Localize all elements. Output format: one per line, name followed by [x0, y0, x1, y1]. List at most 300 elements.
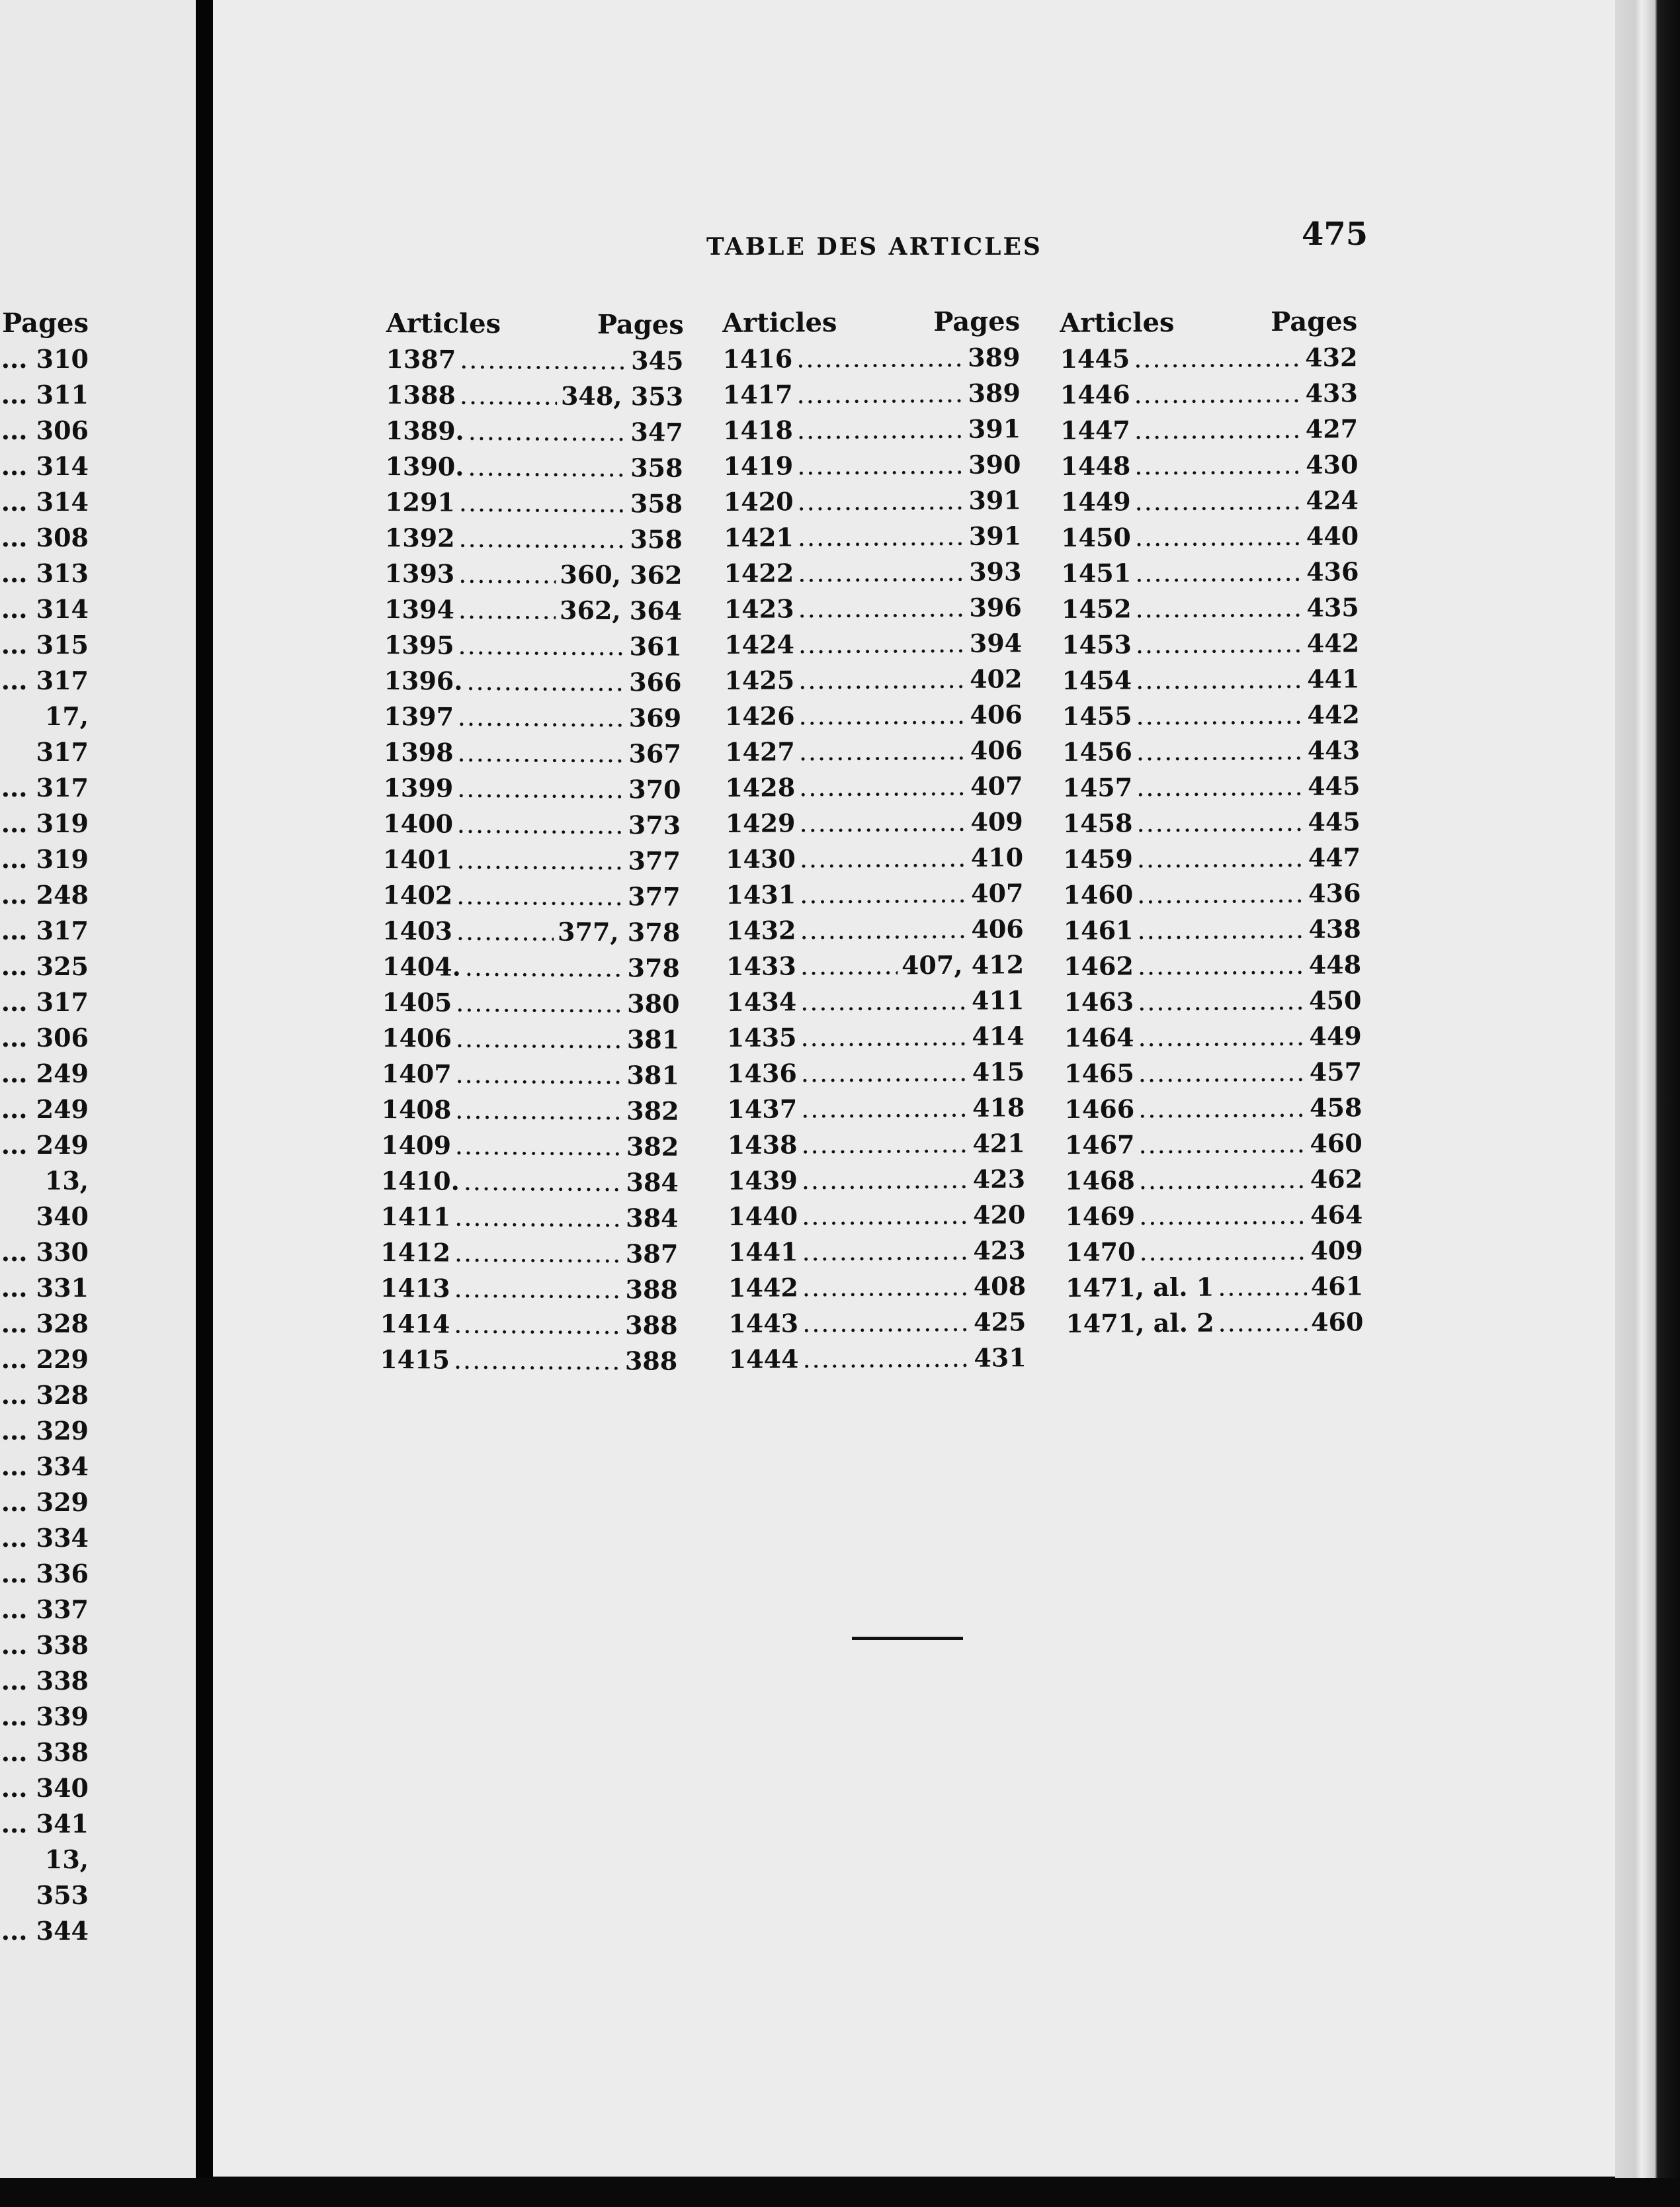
- page-reference: 361: [629, 631, 682, 662]
- leader-dots: [456, 878, 624, 915]
- article-number: 1430: [725, 844, 796, 874]
- page-reference: 448: [1308, 949, 1362, 980]
- leader-dots: [1136, 662, 1303, 699]
- index-row: [1063, 804, 1361, 842]
- index-row: [1060, 375, 1358, 413]
- index-row: [380, 1270, 678, 1308]
- page-reference: 406: [971, 914, 1024, 944]
- page-reference: 409: [1310, 1235, 1363, 1266]
- index-row: [725, 732, 1023, 770]
- index-row: [1064, 947, 1361, 984]
- article-number: 1447: [1060, 415, 1131, 445]
- page-reference: 460: [1310, 1307, 1364, 1337]
- page-reference: 406: [970, 735, 1023, 765]
- page-reference: 389: [968, 378, 1021, 408]
- leader-dots: [801, 1055, 968, 1092]
- leader-dots: [456, 985, 623, 1022]
- page-reference: 461: [1310, 1271, 1364, 1301]
- previous-page-entry: ... 328: [1, 1380, 89, 1410]
- index-row: [383, 842, 681, 879]
- article-number: 1393: [384, 558, 455, 589]
- leader-dots: [1138, 1126, 1306, 1163]
- index-row: [726, 982, 1024, 1020]
- page-reference: 384: [626, 1203, 679, 1233]
- article-number: 1392: [384, 522, 455, 553]
- page-reference: 391: [968, 485, 1021, 515]
- page-reference: 406: [970, 699, 1023, 730]
- article-number: 1424: [724, 629, 795, 660]
- previous-page-entry: ... 317: [1, 666, 89, 695]
- index-row: [381, 1127, 679, 1165]
- article-number: 1434: [726, 986, 797, 1017]
- index-row: [1060, 411, 1358, 449]
- index-row: [1062, 589, 1359, 627]
- page-reference: 358: [630, 488, 683, 519]
- leader-dots: [457, 735, 624, 772]
- leader-dots: [458, 628, 625, 665]
- article-number: 1428: [725, 772, 796, 802]
- leader-dots: [456, 1021, 623, 1058]
- page-reference: 433: [1305, 378, 1358, 408]
- index-row: [385, 449, 683, 486]
- previous-page-entry: ... 337: [1, 1594, 89, 1624]
- page-reference: 381: [626, 1060, 680, 1090]
- page-reference: 447: [1308, 842, 1361, 873]
- previous-page-entry: ... 339: [1, 1702, 89, 1731]
- index-row: [1060, 447, 1358, 484]
- article-number: 1446: [1060, 379, 1130, 410]
- index-row: [380, 1234, 678, 1272]
- index-row: [726, 840, 1023, 877]
- article-number: 1398: [383, 736, 454, 767]
- previous-page-entry: 13, 353: [36, 1844, 89, 1910]
- previous-page-pages-header: Pages: [2, 308, 89, 339]
- page-reference: 358: [630, 524, 683, 554]
- leader-dots: [1135, 554, 1302, 591]
- leader-dots: [1136, 804, 1304, 842]
- article-number: 1443: [728, 1308, 799, 1338]
- previous-page-entry: ... 336: [1, 1559, 89, 1588]
- article-number: 1416: [722, 343, 793, 374]
- page-reference: 443: [1307, 735, 1361, 765]
- leader-dots: [456, 1057, 623, 1094]
- column-rows: [722, 339, 1027, 1377]
- page-reference: 373: [628, 810, 681, 840]
- previous-page-entry: ... 249: [1, 1059, 89, 1088]
- index-row: [384, 556, 682, 593]
- index-row: [1063, 840, 1361, 877]
- leader-dots: [454, 1307, 621, 1344]
- page-reference: 421: [972, 1128, 1025, 1158]
- index-row: [727, 1090, 1025, 1127]
- previous-page-entry: ... 315: [1, 630, 89, 660]
- article-number: 1394: [384, 593, 455, 625]
- index-row: [382, 949, 680, 986]
- article-number: 1435: [726, 1022, 797, 1053]
- leader-dots: [799, 769, 966, 806]
- leader-dots: [799, 733, 966, 770]
- page-reference: 393: [968, 556, 1022, 587]
- previous-page-entry: ... 249: [1, 1130, 89, 1160]
- page-reference: 378: [627, 953, 681, 983]
- article-number: 1411: [380, 1201, 451, 1232]
- index-row: [728, 1125, 1025, 1163]
- index-row: [727, 1054, 1025, 1092]
- leader-dots: [1134, 483, 1302, 520]
- index-row: [380, 1342, 677, 1379]
- page-reference: 407: [970, 878, 1024, 908]
- leader-dots: [458, 521, 626, 558]
- article-number: 1464: [1064, 1022, 1134, 1053]
- index-row: [1063, 875, 1361, 913]
- leader-dots: [454, 1199, 622, 1236]
- leader-dots: [460, 342, 627, 379]
- index-row: [381, 1092, 679, 1129]
- leader-dots: [800, 876, 967, 913]
- page-reference: 381: [626, 1024, 680, 1055]
- index-row: [1062, 625, 1359, 663]
- article-number: 1466: [1064, 1094, 1135, 1124]
- article-number: 1417: [722, 379, 793, 410]
- index-row: [384, 591, 682, 629]
- index-row: [1066, 1304, 1363, 1342]
- index-row: [1061, 482, 1359, 520]
- leader-dots: [1218, 1269, 1307, 1305]
- leader-dots: [801, 1126, 968, 1163]
- page-reference: 464: [1310, 1199, 1363, 1230]
- leader-dots: [458, 592, 556, 628]
- page-reference: 423: [972, 1164, 1026, 1194]
- index-row: [1064, 982, 1361, 1020]
- previous-page-entry: ... 325: [1, 951, 89, 981]
- leader-dots: [798, 626, 966, 663]
- end-rule: [852, 1637, 963, 1640]
- article-number: 1455: [1062, 701, 1132, 731]
- article-number: 1397: [384, 701, 454, 732]
- articles-header: Articles: [1060, 306, 1175, 339]
- previous-page-entry: ... 334: [1, 1523, 89, 1553]
- leader-dots: [802, 1269, 970, 1306]
- page-reference: 435: [1306, 592, 1359, 623]
- leader-dots: [454, 1342, 621, 1379]
- page-reference: 436: [1306, 556, 1359, 587]
- page-reference: 360, 362: [560, 559, 683, 590]
- previous-page-entry: ... 329: [1, 1416, 89, 1446]
- index-row: [1065, 1161, 1363, 1199]
- leader-dots: [802, 1162, 969, 1199]
- leader-dots: [464, 1164, 622, 1200]
- article-number: 1395: [384, 629, 454, 660]
- leader-dots: [798, 554, 965, 591]
- index-row: [728, 1233, 1026, 1270]
- page-reference: 436: [1308, 878, 1361, 908]
- leader-dots: [465, 949, 624, 986]
- article-number: 1457: [1062, 772, 1133, 802]
- leader-dots: [798, 662, 966, 699]
- previous-page-entry: ... 314: [1, 594, 89, 624]
- leader-dots: [1137, 876, 1304, 913]
- page-reference: 449: [1309, 1021, 1362, 1051]
- index-row: [386, 413, 683, 451]
- page-reference: 409: [970, 806, 1023, 837]
- article-number: 1450: [1061, 522, 1132, 552]
- article-number: 1462: [1063, 951, 1134, 981]
- previous-page-entry: ... 329: [1, 1487, 89, 1517]
- index-row: [726, 947, 1024, 984]
- page-reference: 389: [968, 342, 1021, 372]
- previous-page-entry: ... 308: [1, 523, 89, 552]
- article-number: 1407: [381, 1058, 452, 1089]
- index-row: [723, 375, 1021, 413]
- leader-dots: [796, 340, 964, 377]
- article-number: 1452: [1061, 593, 1132, 624]
- page-reference: 432: [1305, 342, 1358, 372]
- index-row: [725, 768, 1023, 806]
- index-row: [722, 339, 1020, 377]
- previous-page-entry: ... 334: [1, 1451, 89, 1481]
- index-row: [728, 1268, 1026, 1306]
- leader-dots: [800, 912, 967, 949]
- leader-dots: [1134, 447, 1302, 484]
- article-number: 1465: [1064, 1058, 1134, 1088]
- leader-dots: [454, 1235, 622, 1272]
- running-title: TABLE DES ARTICLES: [706, 233, 1042, 261]
- index-row: [1061, 554, 1359, 591]
- page-reference: 458: [1309, 1092, 1363, 1123]
- page-reference: 411: [971, 985, 1025, 1016]
- index-row: [386, 341, 683, 379]
- page-reference: 387: [625, 1238, 679, 1269]
- article-number: 1396.: [384, 665, 463, 696]
- previous-page-entry: 13, 340: [36, 1166, 89, 1231]
- page-reference: 445: [1307, 771, 1361, 801]
- article-number: 1436: [726, 1058, 797, 1088]
- page-reference: 388: [624, 1346, 678, 1376]
- leader-dots: [797, 447, 964, 484]
- index-column-1: [380, 306, 684, 1379]
- index-row: [729, 1340, 1027, 1377]
- page-reference: 407: [970, 771, 1023, 801]
- index-row: [728, 1197, 1025, 1234]
- leader-dots: [800, 840, 967, 877]
- previous-page-entry: ... 314: [1, 451, 89, 481]
- article-number: 1405: [382, 986, 452, 1017]
- page-reference: 367: [628, 738, 682, 769]
- article-number: 1433: [726, 951, 797, 981]
- index-row: [724, 518, 1021, 556]
- leader-dots: [1139, 1197, 1306, 1234]
- article-number: 1419: [723, 451, 794, 481]
- page-reference: 431: [974, 1342, 1027, 1373]
- previous-page-entry: 17, 317: [36, 701, 89, 767]
- index-row: [1065, 1197, 1363, 1234]
- leader-dots: [801, 1090, 968, 1127]
- leader-dots: [797, 483, 964, 520]
- article-number: 1410.: [380, 1165, 460, 1196]
- article-number: 1439: [727, 1165, 798, 1195]
- index-column-2: [722, 304, 1027, 1377]
- index-row: [382, 913, 680, 951]
- article-number: 1418: [723, 415, 794, 445]
- previous-page-pages-column: [0, 306, 89, 1949]
- previous-page-entry: ... 317: [1, 916, 89, 945]
- index-row: [1062, 732, 1360, 770]
- article-number: 1471, al. 2: [1066, 1307, 1214, 1338]
- index-row: [383, 806, 681, 844]
- article-number: 1403: [382, 915, 453, 946]
- article-number: 1431: [726, 879, 796, 910]
- article-number: 1408: [381, 1094, 452, 1125]
- index-row: [384, 627, 682, 665]
- leader-dots: [1137, 840, 1304, 877]
- article-number: 1387: [386, 343, 456, 374]
- page-reference: 441: [1306, 664, 1360, 694]
- index-row: [1061, 518, 1359, 556]
- leader-dots: [457, 806, 624, 844]
- page-reference: 369: [628, 703, 682, 733]
- previous-page-entry: ... 319: [1, 844, 89, 874]
- page-reference: 408: [973, 1271, 1027, 1301]
- index-row: [384, 663, 681, 701]
- previous-page-entry: ... 310: [1, 344, 89, 374]
- previous-page-entry: ... 311: [1, 380, 89, 410]
- index-row: [1066, 1233, 1363, 1270]
- leader-dots: [458, 556, 556, 593]
- index-row: [1060, 339, 1357, 377]
- index-row: [1065, 1125, 1363, 1163]
- article-number: 1444: [728, 1344, 799, 1374]
- article-number: 1388: [386, 379, 456, 410]
- article-number: 1404.: [382, 951, 462, 982]
- page-reference: 366: [629, 667, 682, 697]
- previous-page-entry: ... 229: [1, 1344, 89, 1374]
- leader-dots: [1136, 697, 1303, 734]
- leader-dots: [1138, 1090, 1306, 1127]
- page-reference: 384: [626, 1167, 679, 1197]
- article-number: 1291: [385, 486, 456, 517]
- pages-header: Pages: [597, 308, 684, 341]
- column-header: [1060, 304, 1357, 341]
- previous-page-entry: ... 330: [1, 1237, 89, 1267]
- leader-dots: [802, 1305, 970, 1342]
- previous-page-entry: ... 314: [1, 487, 89, 517]
- page-reference: 348, 353: [560, 380, 684, 411]
- previous-page-entry: ... 338: [1, 1737, 89, 1767]
- column-rows: [380, 341, 684, 1379]
- page-reference: 382: [626, 1096, 679, 1126]
- leader-dots: [1218, 1305, 1307, 1341]
- article-number: 1463: [1064, 986, 1134, 1017]
- leader-dots: [796, 376, 964, 413]
- page-reference: 427: [1305, 413, 1359, 444]
- index-row: [724, 661, 1022, 699]
- leader-dots: [1136, 769, 1304, 806]
- article-number: 1406: [382, 1022, 452, 1053]
- article-number: 1426: [724, 701, 795, 731]
- leader-dots: [1136, 626, 1303, 663]
- book-spine-shadow: [196, 0, 213, 2207]
- leader-dots: [802, 1233, 969, 1270]
- article-number: 1414: [380, 1308, 450, 1339]
- previous-page-fragment: [0, 0, 196, 2183]
- page-reference: 418: [972, 1092, 1025, 1123]
- previous-page-entry: ... 319: [1, 808, 89, 838]
- page-reference: 438: [1308, 914, 1361, 944]
- leader-dots: [459, 485, 626, 522]
- article-number: 1401: [382, 844, 453, 875]
- page-reference: 430: [1306, 449, 1359, 480]
- index-row: [1064, 1018, 1362, 1056]
- index-row: [382, 1056, 679, 1094]
- article-number: 1399: [383, 772, 454, 803]
- article-number: 1458: [1062, 808, 1133, 838]
- leader-dots: [1134, 340, 1301, 377]
- index-row: [726, 875, 1023, 913]
- leader-dots: [460, 378, 557, 414]
- index-row: [1062, 768, 1360, 806]
- articles-header: Articles: [386, 307, 501, 340]
- leader-dots: [798, 697, 966, 734]
- page-reference: 380: [627, 988, 680, 1019]
- article-number: 1459: [1062, 844, 1134, 874]
- page-reference: 407, 412: [901, 949, 1025, 980]
- article-number: 1412: [380, 1236, 451, 1268]
- previous-page-entry: ... 248: [1, 880, 89, 910]
- article-number: 1441: [728, 1236, 798, 1267]
- article-number: 1470: [1065, 1236, 1136, 1267]
- article-number: 1438: [727, 1129, 798, 1160]
- index-row: [724, 482, 1021, 520]
- leader-dots: [797, 411, 964, 449]
- index-row: [725, 697, 1023, 734]
- pages-header: Pages: [933, 306, 1021, 338]
- page-reference: 420: [972, 1199, 1026, 1230]
- article-number: 1422: [724, 558, 794, 588]
- leader-dots: [456, 914, 554, 950]
- previous-page-entry: ... 331: [1, 1273, 89, 1303]
- article-number: 1413: [380, 1272, 450, 1303]
- article-number: 1461: [1063, 915, 1134, 945]
- article-number: 1453: [1061, 629, 1132, 660]
- article-number: 1429: [725, 808, 796, 838]
- page-reference: 415: [972, 1057, 1025, 1087]
- index-row: [385, 520, 683, 558]
- leader-dots: [1135, 519, 1302, 556]
- index-row: [728, 1161, 1025, 1199]
- page-reference: 377: [628, 845, 681, 876]
- leader-dots: [1139, 1162, 1306, 1199]
- previous-page-entry: ... 340: [1, 1773, 89, 1803]
- previous-page-entry: ... 306: [1, 415, 89, 445]
- column-header: [386, 306, 684, 343]
- index-row: [386, 377, 683, 415]
- page-reference: 362, 364: [559, 595, 683, 626]
- page-number: 475: [1302, 216, 1368, 253]
- article-number: 1467: [1064, 1129, 1135, 1160]
- leader-dots: [1138, 947, 1305, 984]
- page-reference: 391: [968, 521, 1022, 551]
- leader-dots: [1136, 733, 1304, 770]
- leader-dots: [1134, 376, 1301, 413]
- leader-dots: [455, 1128, 622, 1165]
- page-reference: 445: [1308, 806, 1361, 837]
- previous-page-entry: ... 344: [1, 1916, 89, 1946]
- leader-dots: [1139, 1233, 1306, 1270]
- page-reference: 382: [626, 1131, 679, 1162]
- leader-dots: [468, 449, 626, 486]
- page-reference: 457: [1309, 1057, 1363, 1087]
- article-number: 1456: [1062, 736, 1133, 767]
